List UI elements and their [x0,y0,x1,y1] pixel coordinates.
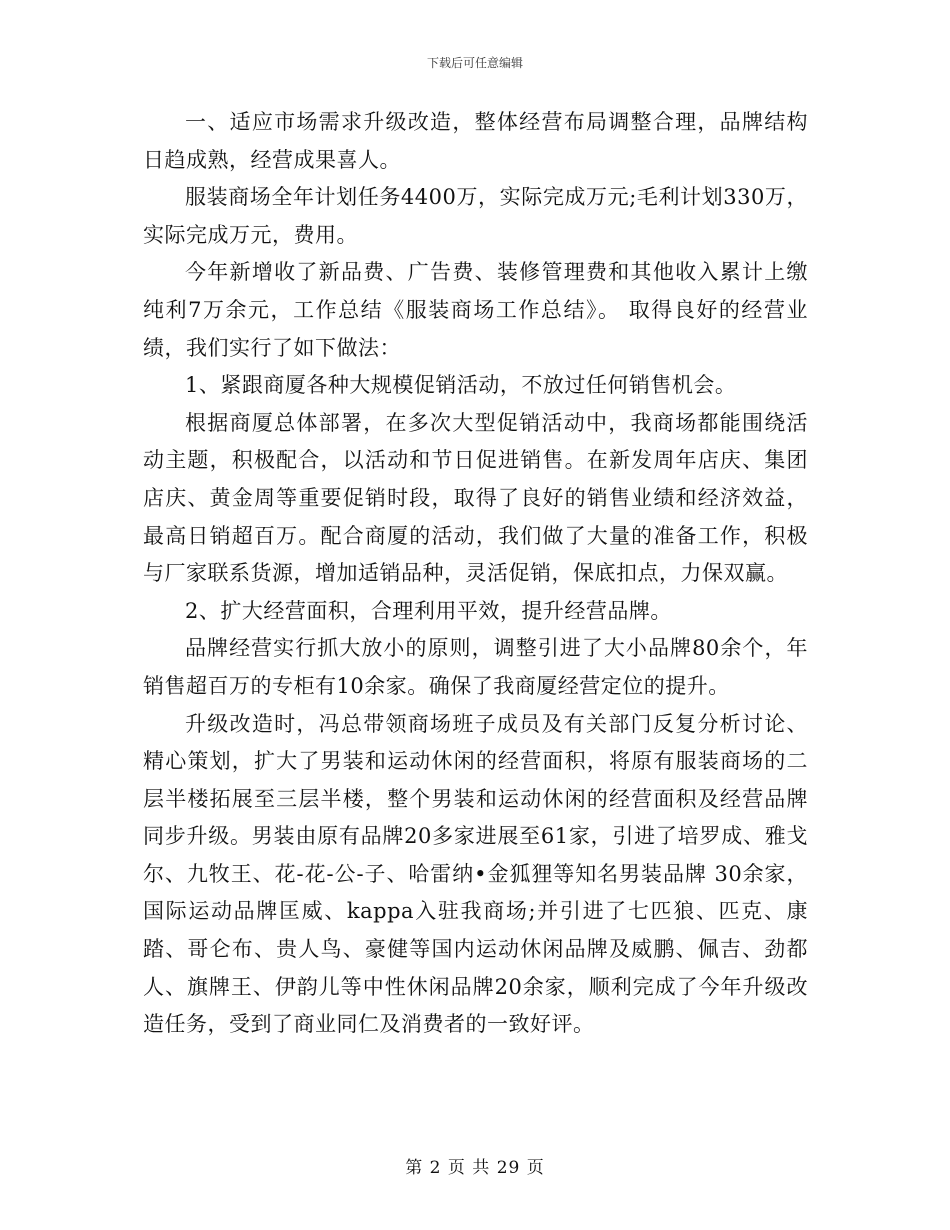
paragraph-1: 一、适应市场需求升级改造，整体经营布局调整合理，品牌结构日趋成熟，经营成果喜人。 [143,110,808,172]
paragraph-3: 今年新增收了新品费、广告费、装修管理费和其他收入累计上缴纯利7万余元，工作总结《服装商场工作总结》。 取得良好的经营业绩，我们实行了如下做法： [143,260,808,360]
paragraph-8: 升级改造时，冯总带领商场班子成员及有关部门反复分析讨论、精心策划，扩大了男装和运动休闲的经营面积，将原有服装商场的二层半楼拓展至三层半楼，整个男装和运动休闲的经营面积及经营品牌同步升级。男装由原有品牌20多家进展至61家，引进了培罗成、雅戈尔、九牧王、花-花-公-子、哈雷纳•金狐狸等知名男装品牌 30余家，国际运动品牌匡威、kappa入驻我商场;并引进了七匹狼、匹克、康踏、哥仑布、贵人鸟、豪健等国内运动休闲品牌及威鹏、佩吉、劲都人、旗牌王、伊韵儿等中性休闲品牌20余家，顺利完成了今年升级改造任务，受到了商业同仁及消费者的一致好评。 [143,711,808,1037]
footer-total-word: 共 [472,1158,491,1178]
page-header: 下载后可任意编辑 [426,56,523,70]
footer-prefix: 第 [405,1158,424,1178]
paragraph-7: 品牌经营实行抓大放小的原则，调整引进了大小品牌80余个，年销售超百万的专柜有10余家。确保了我商厦经营定位的提升。 [143,636,808,698]
paragraph-5: 根据商厦总体部署，在多次大型促销活动中，我商场都能围绕活动主题，积极配合，以活动和节日促进销售。在新发周年店庆、集团店庆、黄金周等重要促销时段，取得了良好的销售业绩和经济效益，最高日销超百万。配合商厦的活动，我们做了大量的准备工作，积极与厂家联系货源，增加适销品种，灵活促销，保底扣点，力保双赢。 [143,410,808,586]
page-footer [0,1153,950,1178]
footer-total-pages: 29 [496,1158,521,1178]
paragraph-2: 服装商场全年计划任务4400万，实际完成万元;毛利计划330万，实际完成万元，费用。 [143,185,808,247]
paragraph-4: 1、紧跟商厦各种大规模促销活动，不放过任何销售机会。 [185,373,737,398]
footer-suffix: 页 [526,1158,545,1178]
paragraph-6: 2、扩大经营面积，合理利用平效，提升经营品牌。 [185,598,672,623]
footer-page-word: 页 [447,1158,466,1178]
footer-current-page: 2 [429,1158,442,1178]
document-body [143,104,808,1044]
